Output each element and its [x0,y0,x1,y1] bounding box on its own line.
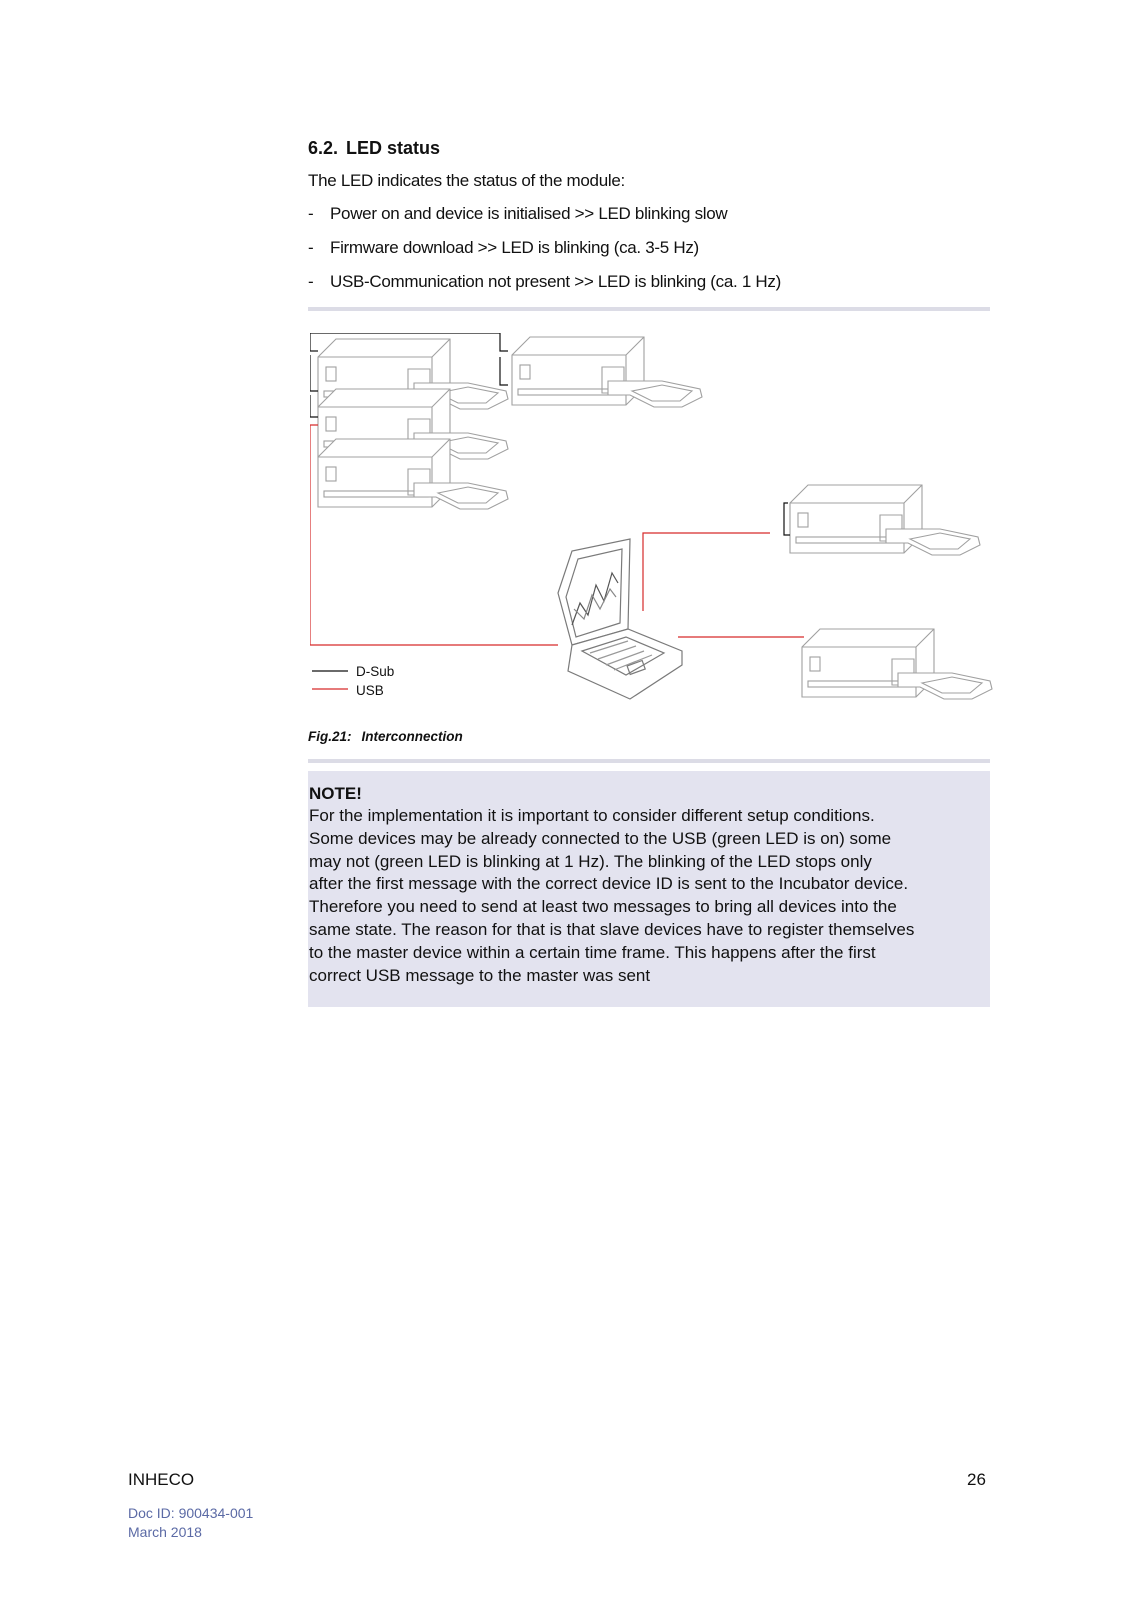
status-list [308,204,781,306]
note-title: NOTE! [309,784,362,803]
interconnection-diagram [310,333,1000,733]
device-bottom-right [802,629,992,699]
list-item-text: Firmware download >> LED is blinking (ca. 3-5 Hz) [330,238,699,257]
divider [308,759,990,763]
note-line: For the implementation it is important to consider different setup conditions. [309,806,875,825]
note-line: Some devices may be already connected to the USB (green LED is on) some [309,828,892,848]
doc-date: March 2018 [128,1524,202,1540]
legend [312,664,394,698]
list-item [308,272,781,306]
device-middle-right [790,485,980,555]
figure-caption-label: Fig.21: [308,729,352,744]
note-line: after the first message with the correct device ID is sent to the Incubator device. [309,874,909,894]
section-title: LED status [346,138,441,158]
note-line: may not (green LED is blinking at 1 Hz). The blinking of the LED stops only [309,851,872,871]
note-body [309,805,990,987]
doc-id: Doc ID: 900434-001 [128,1505,254,1521]
note-box [308,771,990,1007]
note-line: to the master device within a certain time frame. This happens after the first [309,942,876,962]
page-number: 26 [967,1470,986,1489]
legend-usb-label: USB [356,683,384,698]
list-item-text: Power on and device is initialised >> LED blinking slow [330,204,728,223]
list-dash: - [308,204,314,223]
list-item-text: USB-Communication not present >> LED is blinking (ca. 1 Hz) [330,272,781,291]
list-dash: - [308,238,314,257]
figure-caption-text: Interconnection [361,729,463,744]
figure-caption [308,729,463,744]
legend-dsub-label: D-Sub [356,664,395,679]
note-line: Therefore you need to send at least two messages to bring all devices into the [309,897,897,917]
footer-brand: INHECO [128,1470,195,1489]
list-item [308,238,781,272]
device-top-right [512,337,702,407]
laptop-icon [558,539,682,699]
note-line: same state. The reason for that is that slave devices have to register themselves [309,919,915,939]
note-line: correct USB message to the master was sent [309,965,651,985]
list-item [308,204,781,238]
list-dash: - [308,272,314,291]
intro-text: The LED indicates the status of the module: [308,171,625,190]
section-heading [308,138,440,159]
section-number: 6.2. [308,138,339,158]
footer-doc-info [128,1504,253,1542]
device-stack-left [318,339,508,509]
divider [308,307,990,311]
